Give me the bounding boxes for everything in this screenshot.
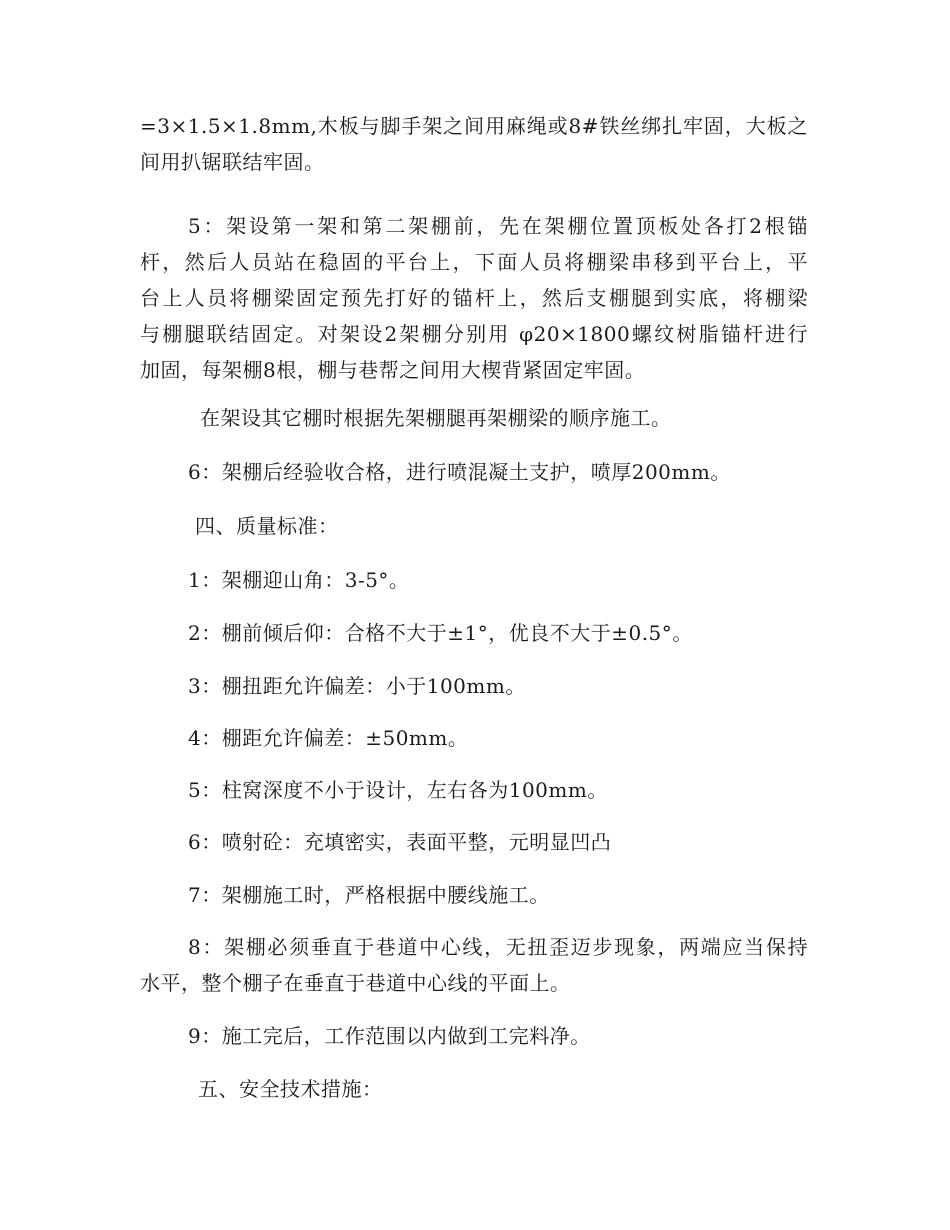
list-item: 2：棚前倾后仰：合格不大于±1°，优良不大于±0.5°。 xyxy=(188,621,693,645)
list-item: 9：施工完后，工作范围以内做到工完料净。 xyxy=(188,1024,591,1048)
section-heading-safety-measures: 五、安全技术措施： xyxy=(198,1077,383,1101)
paragraph-line: 5：架设第一架和第二架棚前，先在架棚位置顶板处各打2根锚 xyxy=(188,214,808,238)
paragraph-line: 加固，每架棚8根，棚与巷帮之间用大楔背紧固定牢固。 xyxy=(140,358,646,382)
list-item: 4：棚距允许偏差：±50mm。 xyxy=(188,726,469,750)
paragraph-line: 间用扒锯联结牢固。 xyxy=(140,150,325,174)
paragraph-line: 6：架棚后经验收合格，进行喷混凝土支护，喷厚200mm。 xyxy=(188,460,731,484)
list-item: 3：棚扭距允许偏差：小于100mm。 xyxy=(188,674,526,698)
list-item: 8：架棚必须垂直于巷道中心线，无扭歪迈步现象，两端应当保持 xyxy=(188,935,808,959)
paragraph-line: 台上人员将棚梁固定预先打好的锚杆上，然后支棚腿到实底，将棚梁 xyxy=(140,286,808,310)
paragraph-line: 杆，然后人员站在稳固的平台上，下面人员将棚梁串移到平台上，平 xyxy=(140,250,808,274)
paragraph-line: =3×1.5×1.8mm,木板与脚手架之间用麻绳或8#铁丝绑扎牢固，大板之 xyxy=(140,114,808,138)
paragraph-line: 与棚腿联结固定。对架设2架棚分别用 φ20×1800螺纹树脂锚杆进行 xyxy=(140,322,808,346)
section-heading-quality-standards: 四、质量标准： xyxy=(195,514,339,538)
list-item: 1：架棚迎山角：3-5°。 xyxy=(188,568,410,592)
list-item: 5：柱窝深度不小于设计，左右各为100mm。 xyxy=(188,778,608,802)
list-item: 7：架棚施工时，严格根据中腰线施工。 xyxy=(188,883,550,907)
paragraph-line: 在架设其它棚时根据先架棚腿再架棚梁的顺序施工。 xyxy=(200,406,672,430)
list-item: 6：喷射砼：充填密实，表面平整，元明显凹凸 xyxy=(188,830,612,854)
list-item-continuation: 水平，整个棚子在垂直于巷道中心线的平面上。 xyxy=(140,971,571,995)
